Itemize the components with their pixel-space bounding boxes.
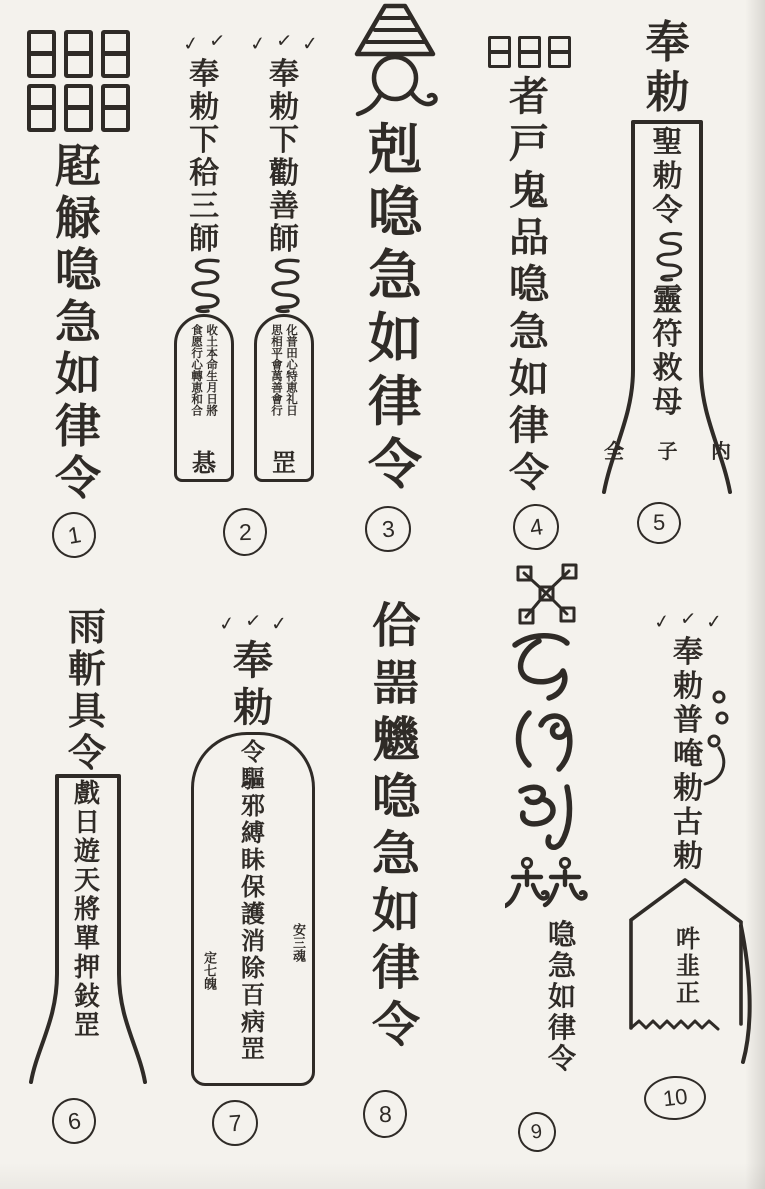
glyph-char: 剋	[368, 118, 422, 181]
circled-number-5: 5	[636, 501, 683, 546]
glyph-char: ✓	[270, 612, 288, 636]
talisman-2-right-capsule	[254, 314, 314, 482]
stele-text-top	[653, 126, 683, 228]
glyph-char: 喼	[55, 243, 101, 297]
glyph-char: ✓	[652, 609, 672, 635]
glyph-char: 奉	[233, 638, 273, 684]
three-sun-row-glyph	[488, 36, 571, 68]
glyph-char: ✓	[181, 31, 201, 57]
glyph-char: 單	[73, 924, 100, 954]
glyph-char: 除	[241, 954, 265, 982]
glyph-char: 眛	[241, 846, 265, 874]
glyph-char: 鈙	[73, 982, 100, 1012]
glyph-char: 鬼	[509, 168, 549, 214]
glyph-char: 邪	[241, 792, 265, 820]
glyph-char: 母	[652, 385, 683, 420]
glyph-char: 子	[657, 439, 678, 463]
circled-number-3: 3	[365, 506, 411, 552]
talisman-7-head	[233, 638, 273, 732]
glyph-char: 魕	[371, 712, 420, 768]
glyph-char: 觮	[55, 191, 101, 245]
glyph-char: 令	[368, 433, 422, 496]
glyph-char: 押	[73, 953, 100, 983]
glyph-char: 喼	[368, 181, 422, 244]
glyph-char: 勅	[673, 771, 703, 806]
glyph-char: 百	[241, 981, 265, 1009]
circled-number-9: 9	[517, 1111, 558, 1154]
glyph-char: 急	[368, 244, 422, 307]
glyph-char: 令	[241, 738, 265, 766]
glyph-char: 吽	[676, 925, 700, 953]
quincunx-glyph	[514, 563, 580, 627]
glyph-char: ✓	[248, 31, 268, 57]
glyph-char: 内	[711, 439, 731, 463]
talisman-8	[338, 598, 454, 1054]
talisman-6	[25, 606, 149, 1086]
glyph-char: ✓	[705, 610, 723, 634]
glyph-char: 如	[509, 356, 549, 402]
glyph-char: 符	[652, 317, 683, 352]
glyph-char: 喼	[509, 262, 549, 308]
glyph-char	[27, 30, 56, 78]
glyph-char	[548, 36, 571, 68]
glyph-char: 如	[55, 347, 101, 401]
stele-inner-column	[600, 126, 735, 420]
capsule-foot-char: 惎	[192, 449, 217, 477]
glyph-char: 靈	[652, 283, 683, 318]
glyph-char: 病	[241, 1008, 265, 1036]
talisman-2-left-column	[174, 29, 234, 482]
glyph-char: 品	[509, 215, 549, 261]
talisman-7-capsule	[191, 732, 315, 1086]
glyph-char: 勅	[233, 685, 273, 731]
circled-number-8: 8	[362, 1089, 408, 1139]
glyph-char: 師	[268, 222, 299, 257]
glyph-char	[101, 84, 130, 132]
talisman-2-left-head	[189, 58, 219, 256]
glyph-char: 化普田心特恵礼日	[284, 324, 299, 416]
glyph-char: ✓	[244, 609, 263, 633]
glyph-char: 消	[241, 927, 265, 955]
glyph-char: 戲	[73, 779, 100, 809]
circled-number-6: 6	[50, 1096, 98, 1146]
talisman-3-body	[368, 118, 422, 496]
talisman-9-tail	[548, 919, 576, 1074]
talisman-1	[22, 30, 134, 504]
checkmark-flourishes	[181, 29, 227, 58]
capsule-small-text	[190, 324, 218, 416]
glyph-char: 屘	[55, 139, 101, 193]
glyph-char	[64, 84, 93, 132]
glyph-char: ✓	[217, 611, 237, 637]
circled-number-4: 4	[511, 502, 560, 551]
glyph-char: 保	[241, 873, 265, 901]
glyph-char: 善	[268, 189, 299, 224]
talisman-10	[618, 607, 758, 1064]
capsule-main-text	[241, 739, 265, 1083]
glyph-char: ✓	[679, 607, 698, 631]
glyph-char: 急	[55, 295, 101, 349]
glyph-char: 斬	[67, 647, 106, 691]
scan-bottom-shadow	[0, 1163, 765, 1189]
stele-inner-column	[26, 780, 148, 1041]
stele-feet-chars	[600, 440, 735, 462]
glyph-char: 急	[371, 826, 420, 882]
glyph-char: 聖	[652, 125, 683, 160]
glyph-char: 急	[547, 949, 576, 982]
glyph-char	[488, 36, 511, 68]
glyph-char: 令	[509, 450, 549, 496]
glyph-char: 罡	[241, 1035, 265, 1063]
glyph-char: 喼	[371, 769, 420, 825]
glyph-char: 將	[73, 895, 100, 925]
glyph-char: 喼	[547, 918, 576, 951]
glyph-char: 古	[673, 805, 703, 840]
glyph-char: 唵	[673, 737, 703, 772]
glyph-char: 日	[73, 808, 100, 838]
glyph-char	[27, 84, 56, 132]
glyph-char: 令	[55, 451, 101, 505]
spiral-coil-glyph	[182, 256, 226, 314]
talisman-2	[158, 29, 334, 482]
glyph-char: 勅	[673, 839, 703, 874]
glyph-char: 如	[368, 307, 422, 370]
twin-dotted-sigil	[505, 855, 589, 913]
side-note-right: 安三魂	[290, 923, 305, 962]
glyph-char: 下	[189, 123, 220, 158]
talisman-6-stele	[26, 774, 148, 1086]
circled-number-2: 2	[222, 507, 268, 557]
talisman-3	[330, 2, 460, 496]
glyph-char: ✓	[301, 32, 319, 56]
glyph-char: 佮	[371, 598, 420, 654]
talisman-5-head	[646, 18, 690, 118]
talisman-2-right-column	[248, 29, 319, 482]
glyph-char: 全	[604, 439, 624, 463]
glyph-char: 普	[673, 703, 703, 738]
glyph-char: 遊	[73, 837, 100, 867]
cursive-sigil-2	[505, 703, 589, 779]
glyph-char: 正	[676, 979, 700, 1007]
glyph-char: 噐	[371, 655, 420, 711]
enclosure-inner-column	[622, 926, 754, 1007]
stele-text-bottom	[653, 284, 683, 420]
talisman-8-body	[372, 598, 420, 1054]
checkmark-flourishes	[248, 29, 319, 58]
talisman-4-body	[509, 74, 549, 497]
glyph-char: 律	[547, 1011, 576, 1044]
capsule-small-text	[270, 324, 298, 416]
glyph-char: 急	[509, 309, 549, 355]
glyph-char: 奉	[189, 57, 220, 92]
talisman-2-left-capsule	[174, 314, 234, 482]
glyph-char: 韭	[676, 952, 700, 980]
circle-chain-glyph	[699, 688, 737, 792]
glyph-char: 師	[189, 222, 220, 257]
side-note-left: 定七魄	[201, 951, 216, 990]
glyph-char	[101, 30, 130, 78]
glyph-char: 思相平會萬善會行	[269, 324, 284, 416]
glyph-char: 救	[652, 351, 683, 386]
glyph-char: 勅	[673, 669, 703, 704]
glyph-char: 勅	[189, 90, 220, 125]
glyph-char: 律	[368, 370, 422, 433]
circled-number-10: 10	[643, 1074, 707, 1121]
glyph-char: 者	[509, 74, 549, 120]
talisman-9	[494, 563, 600, 1074]
talisman-1-body	[55, 140, 101, 504]
glyph-char: 天	[73, 866, 100, 896]
glyph-char: 令	[67, 731, 106, 775]
glyph-char: 令	[652, 193, 683, 228]
cone-figure-glyph	[333, 2, 457, 118]
talisman-10-enclosure	[622, 874, 754, 1064]
glyph-char: ✓	[275, 29, 294, 53]
circled-number-1: 1	[50, 510, 99, 560]
talisman-4	[470, 36, 588, 497]
circled-number-7: 7	[212, 1100, 258, 1146]
glyph-char: ✓	[208, 29, 227, 53]
glyph-char: 秴	[189, 156, 220, 191]
glyph-char: 護	[241, 900, 265, 928]
glyph-char: 奉	[268, 57, 299, 92]
glyph-char: 律	[509, 403, 549, 449]
spiral-coil-glyph	[262, 256, 306, 314]
glyph-char: 令	[547, 1042, 576, 1075]
glyph-char: 奉	[645, 17, 690, 68]
checkmark-flourishes	[652, 607, 723, 636]
glyph-char: 如	[371, 883, 420, 939]
glyph-char	[518, 36, 541, 68]
glyph-char: 食愿行心轉恵和合	[190, 324, 205, 416]
glyph-char: 罡	[73, 1011, 100, 1041]
talisman-5-stele	[600, 118, 735, 498]
glyph-char: 勅	[268, 90, 299, 125]
glyph-char: 勅	[645, 67, 690, 118]
glyph-char: 勸	[268, 156, 299, 191]
capsule-foot-char: 罡	[271, 449, 296, 477]
glyph-char: 律	[55, 399, 101, 453]
glyph-char: 律	[371, 940, 420, 996]
glyph-char: 戸	[509, 121, 549, 167]
cursive-sigil-3	[505, 779, 589, 855]
glyph-char: 勅	[652, 159, 683, 194]
glyph-char: 具	[67, 689, 106, 733]
talisman-2-right-head	[269, 58, 299, 256]
glyph-char: 令	[371, 997, 420, 1053]
glyph-char: 驅	[241, 765, 265, 793]
glyph-char: 下	[268, 123, 299, 158]
glyph-char: 雨	[67, 605, 106, 649]
glyph-char: 縛	[241, 819, 265, 847]
cursive-sigil-1	[505, 627, 589, 703]
glyph-char: 如	[547, 980, 576, 1013]
talisman-5	[600, 18, 735, 498]
glyph-char: 收土本命生月日將	[205, 324, 220, 416]
spiral-coil-glyph	[648, 228, 688, 284]
glyph-char: 三	[189, 189, 220, 224]
glyph-char: 奉	[673, 635, 703, 670]
talisman-6-head	[68, 606, 106, 774]
talisman-7	[178, 609, 328, 1086]
checkmark-flourishes	[217, 609, 288, 638]
six-sun-grid-glyph	[27, 30, 130, 132]
glyph-char	[64, 30, 93, 78]
